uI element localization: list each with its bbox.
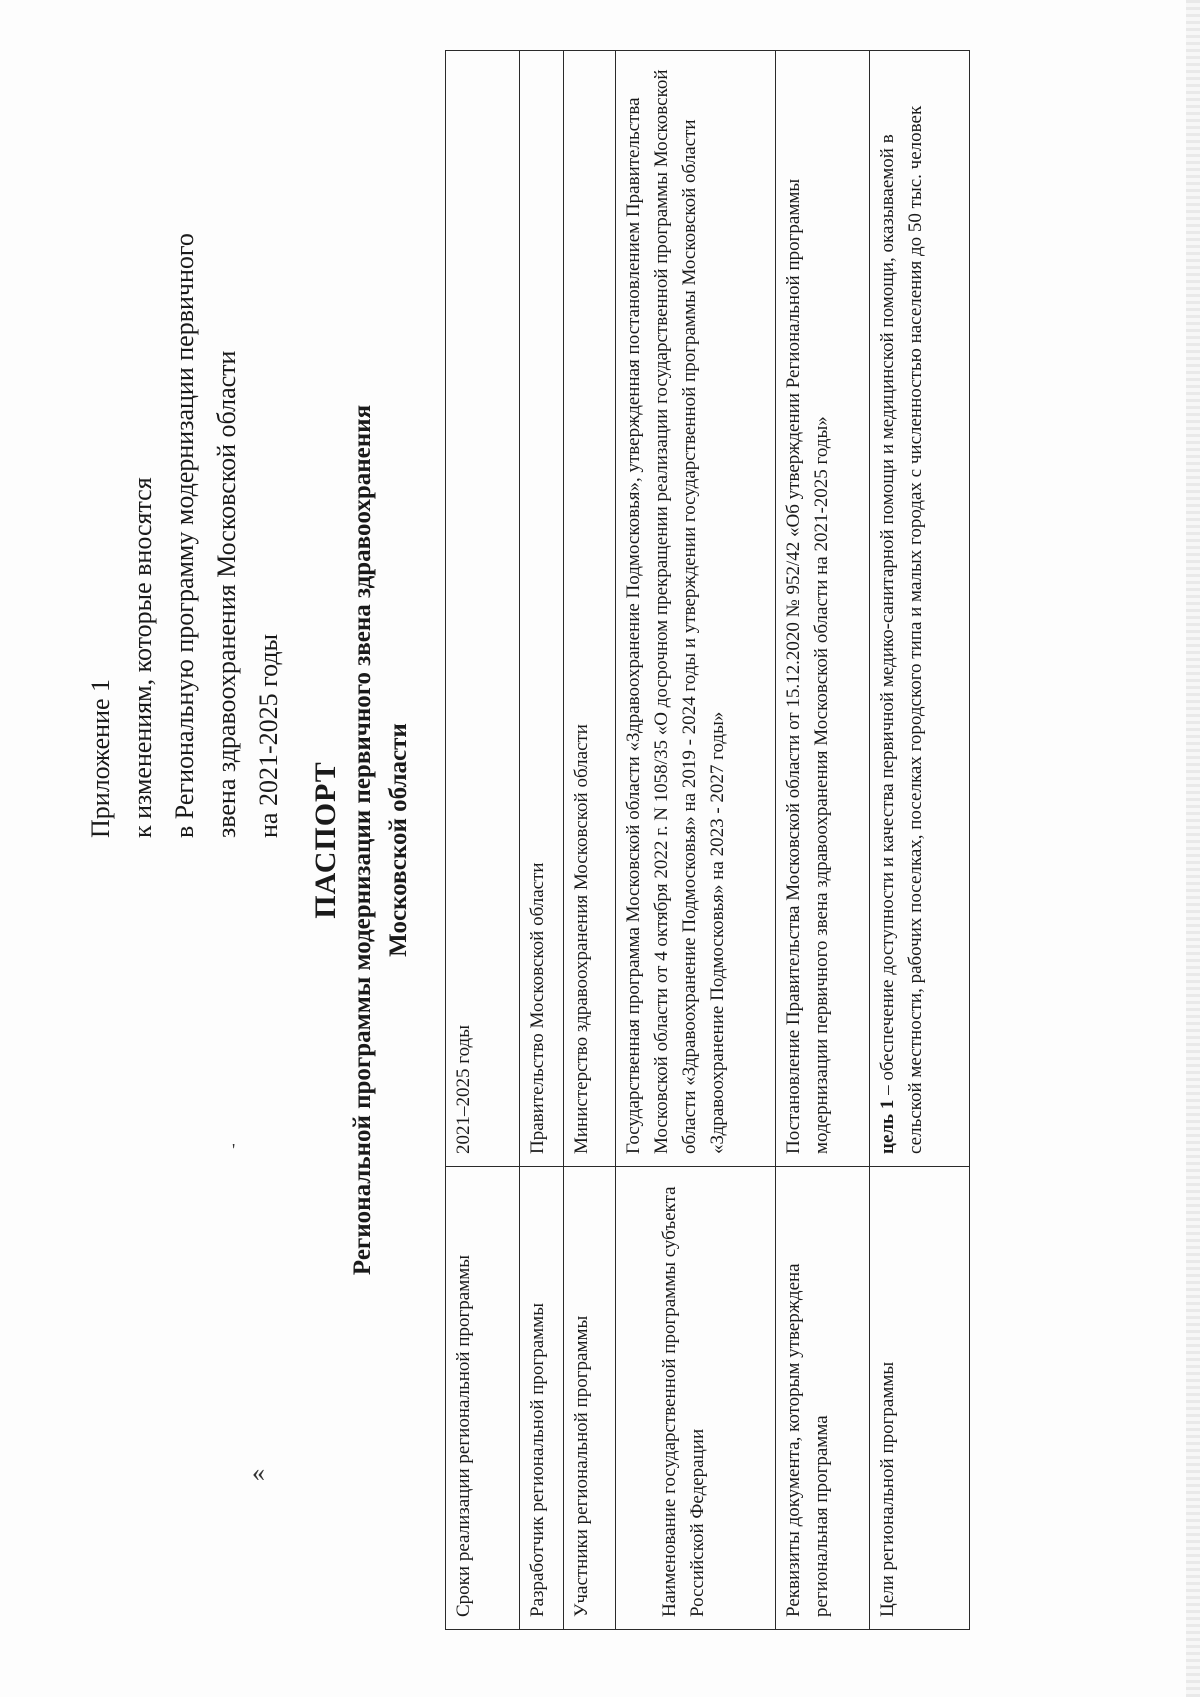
appendix-line: Приложение 1 xyxy=(86,678,115,838)
table-row xyxy=(520,51,564,1630)
table-row xyxy=(616,51,776,1630)
passport-subtitle-line1: Региональной программы модернизации первичного звена здравоохранения xyxy=(349,404,376,1276)
row-value: Государственная программа Московской области «Здравоохранение Подмосковья», утвержденная постановлением Правительства Московской области от 4 октября 2022 г. N 1058/35 «О досрочном прекращении реализации государственной программы Московской области «Здравоохранение Подмосковья» на 2019 - 2024 годы и утверждении государственной программы Московской области «Здравоохранение Подмосковья» на 2023 - 2027 годы» xyxy=(616,51,776,1167)
passport-subtitle-line2: Московской области xyxy=(385,723,412,957)
scanner-edge xyxy=(1186,0,1200,1697)
table-row xyxy=(564,51,616,1630)
table-row xyxy=(776,51,870,1630)
passport-table xyxy=(445,50,970,1630)
row-label: Реквизиты документа, которым утверждена региональная программа xyxy=(776,1167,870,1630)
appendix-line: на 2021-2025 годы xyxy=(254,633,283,838)
appendix-line: звена здравоохранения Московской области xyxy=(212,350,241,838)
row-label: Участники региональной программы xyxy=(564,1167,616,1630)
stray-tick-mark: ' xyxy=(232,1140,236,1160)
appendix-line: в Региональную программу модернизации первичного xyxy=(170,233,199,838)
row-label: Разработчик региональной программы xyxy=(520,1167,564,1630)
appendix-line: к изменениям, которые вносятся xyxy=(128,477,157,838)
rotated-page xyxy=(80,50,1080,1630)
row-value-goal xyxy=(870,51,970,1167)
row-value: Правительство Московской области xyxy=(520,51,564,1167)
row-value: Постановление Правительства Московской области от 15.12.2020 № 952/42 «Об утверждении Региональной программы модернизации первичного звена здравоохранения Московской области на 2021-2025 годы» xyxy=(776,51,870,1167)
row-value: Министерство здравоохранения Московской области xyxy=(564,51,616,1167)
passport-heading xyxy=(307,50,417,1630)
passport-title: ПАСПОРТ xyxy=(309,761,342,919)
row-label: Сроки реализации региональной программы xyxy=(446,1167,520,1630)
table-row xyxy=(870,51,970,1630)
appendix-header xyxy=(80,58,290,838)
goal-text: – обеспечение доступности и качества первичной медико-санитарной помощи и медицинской помощи, оказываемой в сельской местности, рабочих поселках, поселках городского типа и малых городах с численностью населения до 50 тыс. человек xyxy=(877,105,926,1154)
row-label: Наименование государственной программы субъекта Российской Федерации xyxy=(616,1167,776,1630)
table-row xyxy=(446,51,520,1630)
stray-quote-mark: « xyxy=(252,1458,265,1487)
row-value: 2021–2025 годы xyxy=(446,51,520,1167)
goal-bold-prefix: цель 1 xyxy=(877,1099,898,1154)
row-label: Цели региональной программы xyxy=(870,1167,970,1630)
